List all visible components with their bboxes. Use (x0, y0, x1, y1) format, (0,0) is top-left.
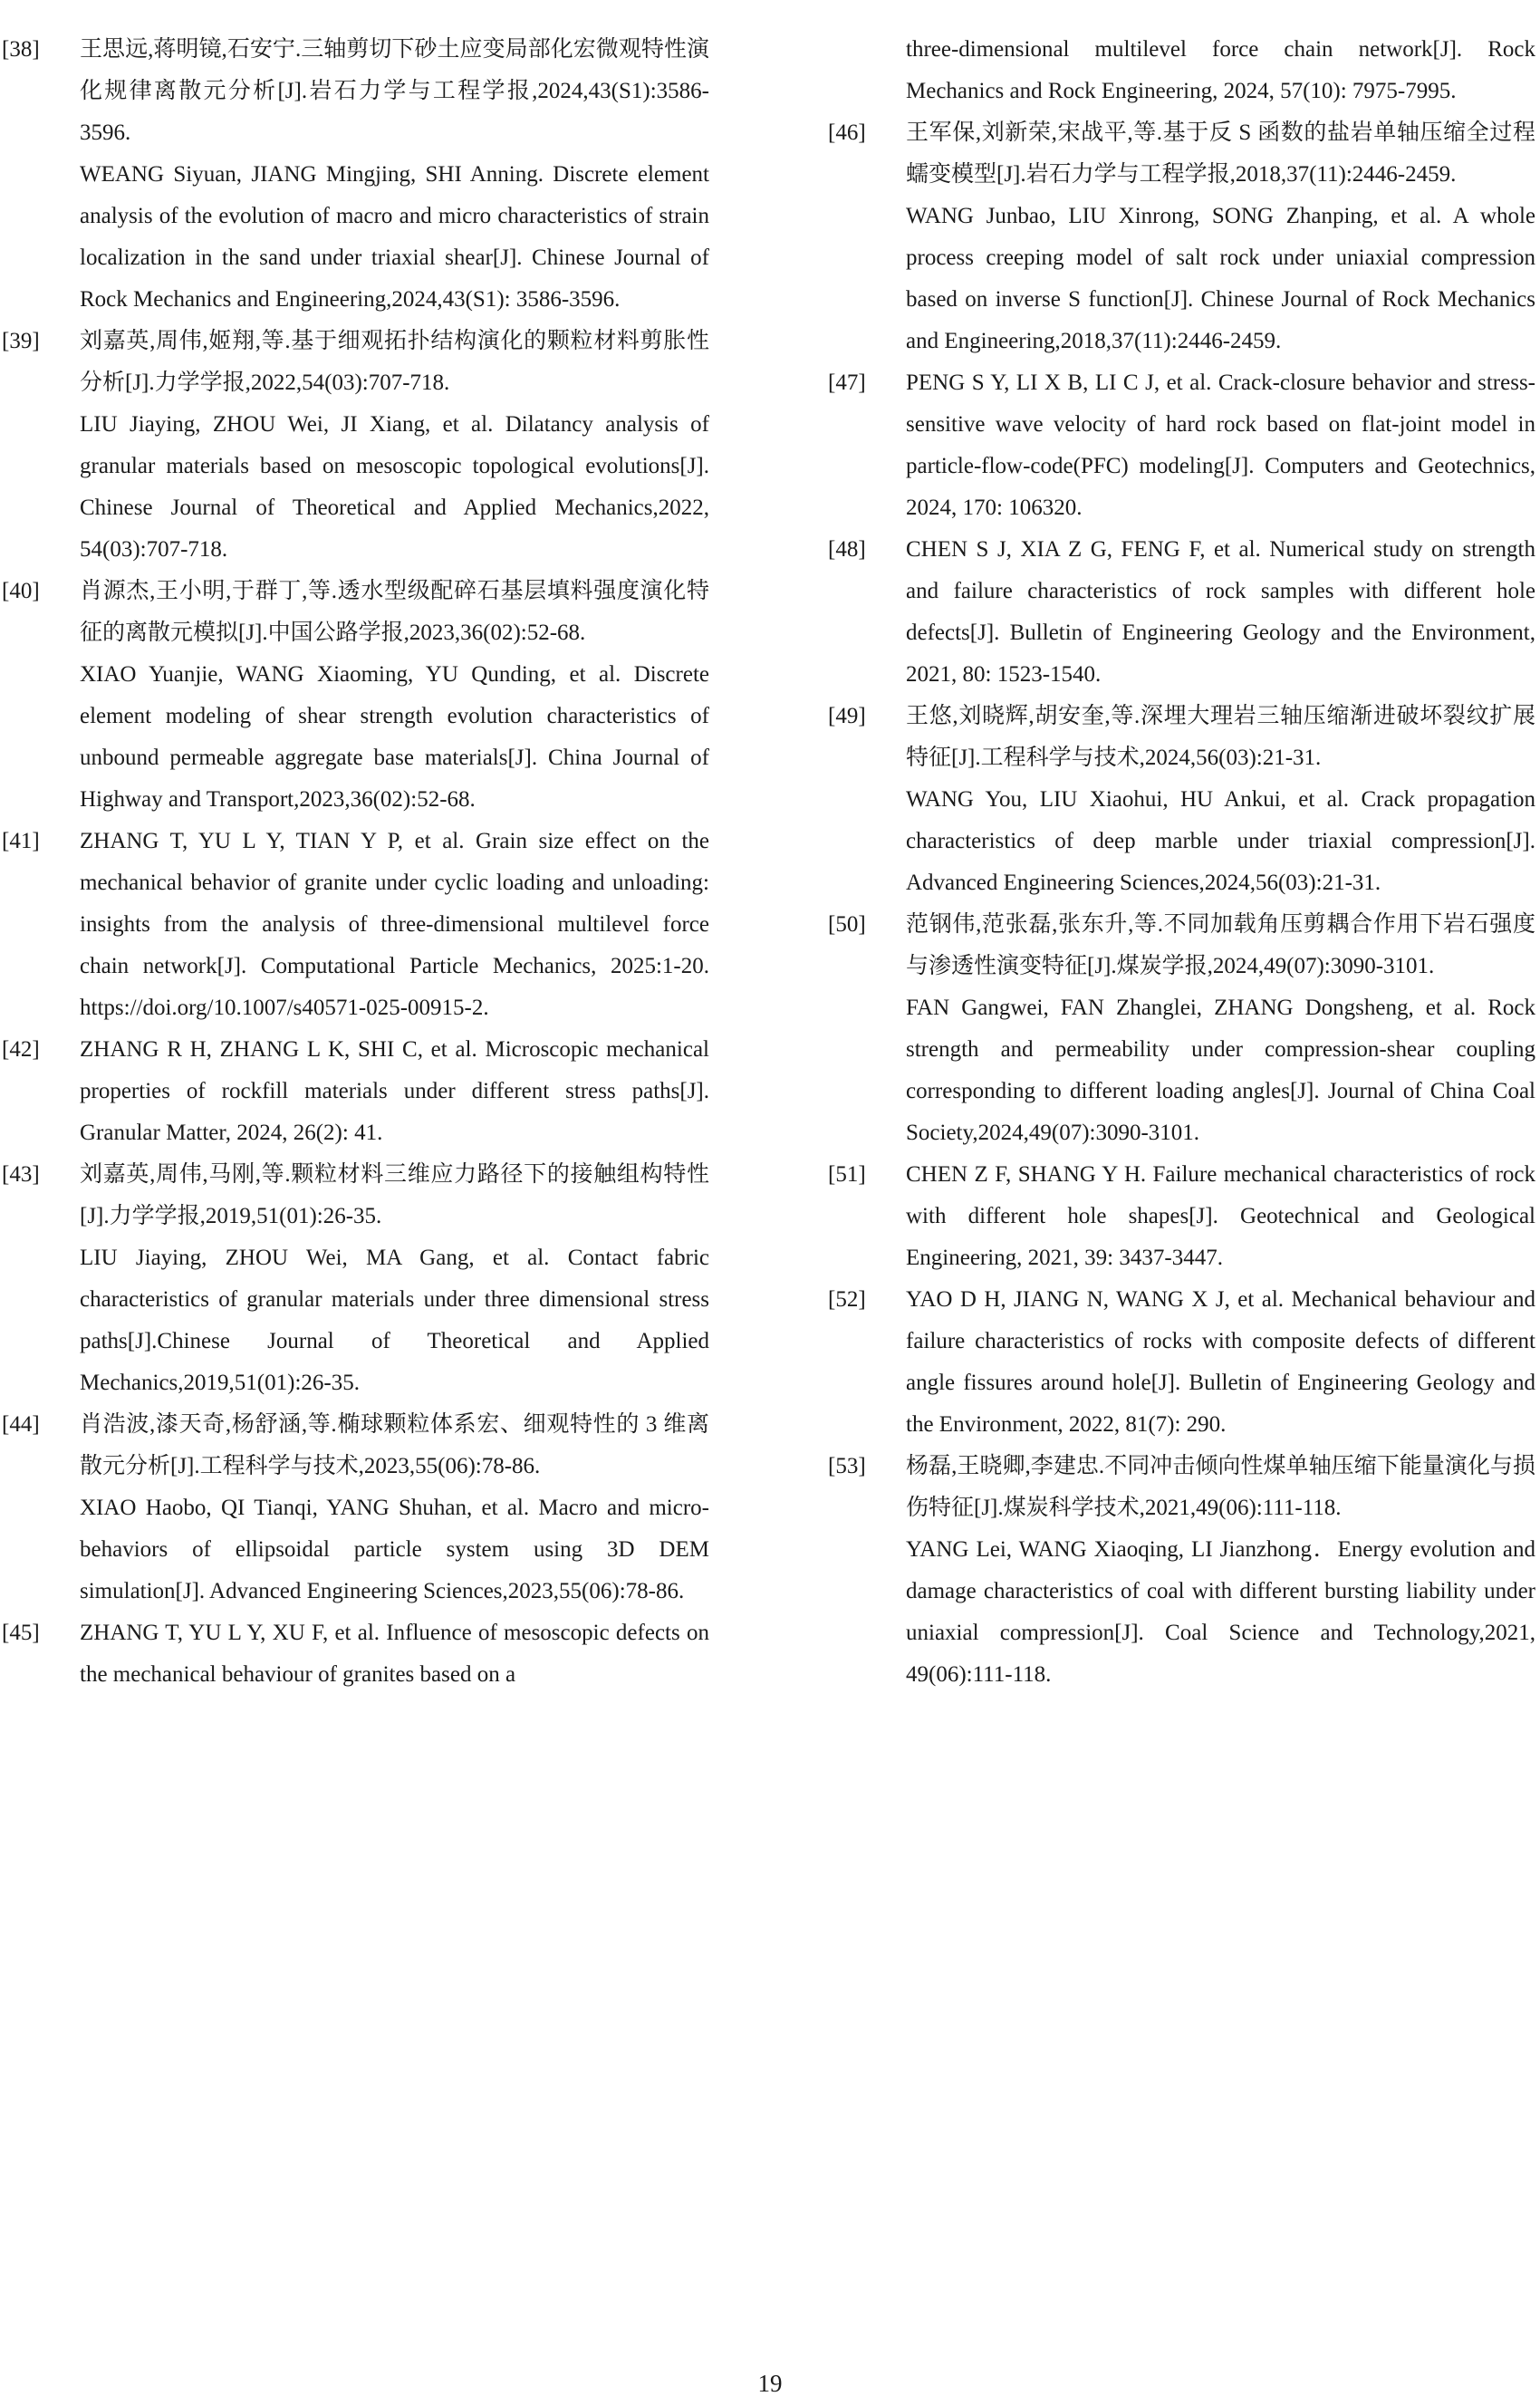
reference-english-text: XIAO Yuanjie, WANG Xiaoming, YU Qunding, et al. Discrete element modeling of shear strength evolution characteristics of unbound permeable aggregate base materials[J]. China Journal of Highway and Transport,2023,36(02):52-68. (80, 662, 709, 812)
reference-entry (826, 696, 1535, 904)
reference-english-text: FAN Gangwei, FAN Zhanglei, ZHANG Dongsheng, et al. Rock strength and permeability under compression-shear coupling corresponding to different loading angles[J]. Journal of China Coal Society,2024,49(07):3090-3101. (906, 996, 1535, 1145)
reference-english-text: WANG You, LIU Xiaohui, HU Ankui, et al. Crack propagation characteristics of deep marble under triaxial compression[J]. Advanced Engineering Sciences,2024,56(03):21-31. (906, 787, 1535, 895)
reference-entry (826, 29, 1535, 112)
reference-english-text: CHEN Z F, SHANG Y H. Failure mechanical characteristics of rock with different hole shapes[J]. Geotechnical and Geological Engineering, 2021, 39: 3437-3447. (906, 1162, 1535, 1270)
reference-english-text: ZHANG T, YU L Y, XU F, et al. Influence of mesoscopic defects on the mechanical behaviour of granites based on a (80, 1621, 709, 1687)
reference-entry (826, 112, 1535, 362)
page-number: 19 (757, 2370, 783, 2397)
reference-entry (0, 571, 709, 821)
reference-english-text: LIU Jiaying, ZHOU Wei, JI Xiang, et al. Dilatancy analysis of granular materials based on mesoscopic topological evolutions[J]. Chinese Journal of Theoretical and Applied Mechanics,2022, 54(03):707-718. (80, 412, 709, 562)
reference-chinese-text: 肖浩波,漆天奇,杨舒涵,等.椭球颗粒体系宏、细观特性的 3 维离散元分析[J].工程科学与技术,2023,55(06):78-86. (80, 1412, 709, 1478)
reference-number: [51] (828, 1162, 866, 1187)
reference-entry (826, 1446, 1535, 1696)
reference-entry (826, 529, 1535, 696)
reference-number: [49] (828, 704, 866, 728)
reference-number: [53] (828, 1454, 866, 1478)
reference-chinese-text: 刘嘉英,周伟,姬翔,等.基于细观拓扑结构演化的颗粒材料剪胀性分析[J].力学学报,2022,54(03):707-718. (80, 329, 709, 395)
reference-chinese-text: 王思远,蒋明镜,石安宁.三轴剪切下砂土应变局部化宏微观特性演化规律离散元分析[J].岩石力学与工程学报,2024,43(S1):3586-3596. (80, 37, 709, 145)
reference-number: [50] (828, 912, 866, 937)
reference-english-text: ZHANG R H, ZHANG L K, SHI C, et al. Microscopic mechanical properties of rockfill materials under different stress paths[J]. Granular Matter, 2024, 26(2): 41. (80, 1037, 709, 1145)
reference-english-text: PENG S Y, LI X B, LI C J, et al. Crack-closure behavior and stress-sensitive wave velocity of hard rock based on flat-joint model in particle-flow-code(PFC) modeling[J]. Computers and Geotechnics, 2024, 170: 106320. (906, 371, 1535, 520)
reference-chinese-text: 杨磊,王晓卿,李建忠.不同冲击倾向性煤单轴压缩下能量演化与损伤特征[J].煤炭科学技术,2021,49(06):111-118. (906, 1454, 1535, 1520)
reference-english-text: WANG Junbao, LIU Xinrong, SONG Zhanping, et al. A whole process creeping model of salt rock under uniaxial compression based on inverse S function[J]. Chinese Journal of Rock Mechanics and Engineering,2018,37(11):2446-2459. (906, 204, 1535, 353)
reference-entry (0, 1612, 709, 1696)
reference-english-text: CHEN S J, XIA Z G, FENG F, et al. Numerical study on strength and failure characteristics of rock samples with different hole defects[J]. Bulletin of Engineering Geology and the Environment, 2021, 80: 1523-1540. (906, 537, 1535, 687)
reference-chinese-text: 肖源杰,王小明,于群丁,等.透水型级配碎石基层填料强度演化特征的离散元模拟[J].中国公路学报,2023,36(02):52-68. (80, 579, 709, 645)
reference-chinese-text: 王悠,刘晓辉,胡安奎,等.深埋大理岩三轴压缩渐进破坏裂纹扩展特征[J].工程科学与技术,2024,56(03):21-31. (906, 704, 1535, 770)
reference-entry (826, 904, 1535, 1154)
reference-entry (826, 1279, 1535, 1446)
reference-number: [40] (2, 579, 40, 603)
reference-number: [47] (828, 371, 866, 395)
reference-entry (0, 1154, 709, 1404)
reference-chinese-text: 王军保,刘新荣,宋战平,等.基于反 S 函数的盐岩单轴压缩全过程蠕变模型[J].岩石力学与工程学报,2018,37(11):2446-2459. (906, 120, 1535, 187)
reference-number: [48] (828, 537, 866, 562)
reference-entry (826, 1154, 1535, 1279)
reference-entry (0, 1029, 709, 1154)
reference-number: [38] (2, 37, 40, 62)
reference-entry (0, 821, 709, 1029)
reference-entry (826, 362, 1535, 529)
reference-chinese-text: 范钢伟,范张磊,张东升,等.不同加载角压剪耦合作用下岩石强度与渗透性演变特征[J].煤炭学报,2024,49(07):3090-3101. (906, 912, 1535, 978)
reference-number: [43] (2, 1162, 40, 1187)
reference-number: [42] (2, 1037, 40, 1062)
reference-entry (0, 29, 709, 321)
reference-english-text: XIAO Haobo, QI Tianqi, YANG Shuhan, et al. Macro and micro-behaviors of ellipsoidal particle system using 3D DEM simulation[J]. Advanced Engineering Sciences,2023,55(06):78-86. (80, 1496, 709, 1603)
reference-number: [46] (828, 120, 866, 145)
reference-english-text: ZHANG T, YU L Y, TIAN Y P, et al. Grain size effect on the mechanical behavior of granite under cyclic loading and unloading: insights from the analysis of three-dimensional multilevel force chain network[J]. Computational Particle Mechanics, 2025:1-20. https://doi.org/10.1007/s40571-025-00915-2. (80, 829, 709, 1020)
reference-number: [52] (828, 1287, 866, 1312)
reference-entry (0, 1404, 709, 1612)
reference-english-text: three-dimensional multilevel force chain network[J]. Rock Mechanics and Rock Engineering, 2024, 57(10): 7975-7995. (906, 37, 1535, 103)
reference-number: [39] (2, 329, 40, 353)
reference-entry (0, 321, 709, 571)
reference-english-text: WEANG Siyuan, JIANG Mingjing, SHI Anning. Discrete element analysis of the evolution of macro and micro characteristics of strain localization in the sand under triaxial shear[J]. Chinese Journal of Rock Mechanics and Engineering,2024,43(S1): 3586-3596. (80, 162, 709, 312)
reference-chinese-text: 刘嘉英,周伟,马刚,等.颗粒材料三维应力路径下的接触组构特性[J].力学学报,2019,51(01):26-35. (80, 1162, 709, 1228)
reference-english-text: YAO D H, JIANG N, WANG X J, et al. Mechanical behaviour and failure characteristics of rocks with composite defects of different angle fissures around hole[J]. Bulletin of Engineering Geology and the Environment, 2022, 81(7): 290. (906, 1287, 1535, 1437)
reference-english-text: LIU Jiaying, ZHOU Wei, MA Gang, et al. Contact fabric characteristics of granular materials under three dimensional stress paths[J].Chinese Journal of Theoretical and Applied Mechanics,2019,51(01):26-35. (80, 1246, 709, 1395)
reference-english-text: YANG Lei, WANG Xiaoqing, LI Jianzhong．Energy evolution and damage characteristics of coal with different bursting liability under uniaxial compression[J]. Coal Science and Technology,2021, 49(06):111-118. (906, 1537, 1535, 1687)
reference-number: [44] (2, 1412, 40, 1437)
reference-number: [45] (2, 1621, 40, 1645)
reference-number: [41] (2, 829, 40, 853)
references-left-column (0, 29, 709, 1696)
references-right-column (826, 29, 1535, 1696)
